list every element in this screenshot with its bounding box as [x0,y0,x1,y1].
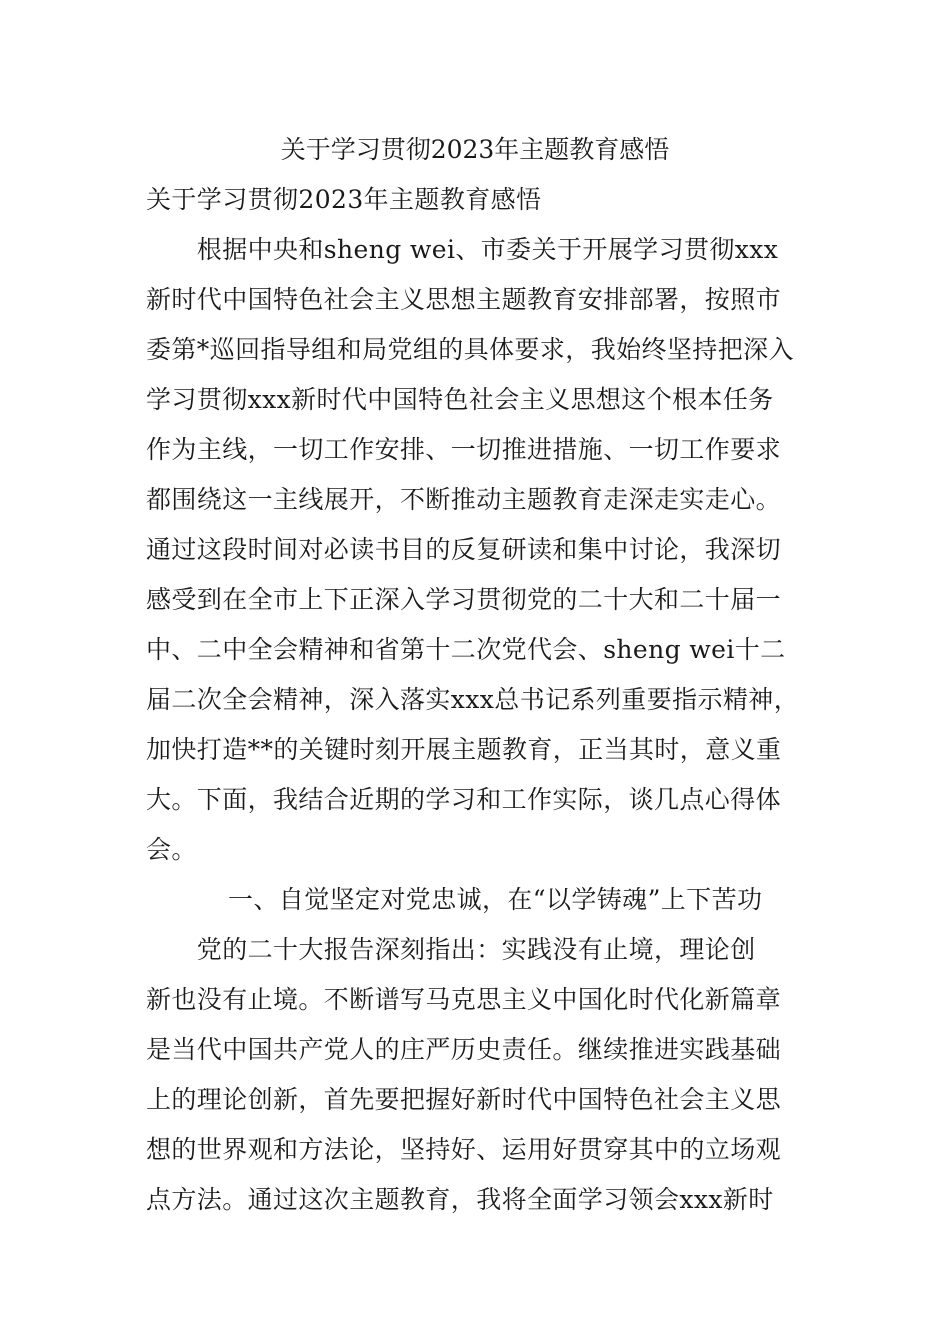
paragraph-line: 学习贯彻xxx新时代中国特色社会主义思想这个根本任务 [146,385,774,414]
paragraph-line: 都围绕这一主线展开，不断推动主题教育走深走实走心。 [146,485,782,514]
paragraph-line: 想的世界观和方法论，坚持好、运用好贯穿其中的立场观 [146,1135,782,1164]
section-heading: 一、自觉坚定对党忠诚，在“以学铸魂”上下苦功 [228,885,763,914]
paragraph-line: 委第*巡回指导组和局党组的具体要求，我始终坚持把深入 [146,335,794,364]
paragraph-line: 中、二中全会精神和省第十二次党代会、sheng wei十二 [146,635,786,664]
paragraph-line: 上的理论创新，首先要把握好新时代中国特色社会主义思 [146,1085,782,1114]
paragraph-line: 感受到在全市上下正深入学习贯彻党的二十大和二十届一 [146,585,782,614]
paragraph-line: 根据中央和sheng wei、市委关于开展学习贯彻xxx [146,235,779,264]
paragraph-line: 会。 [146,835,197,864]
paragraph-line: 党的二十大报告深刻指出：实践没有止境，理论创 [146,935,756,964]
paragraph-line: 点方法。通过这次主题教育，我将全面学习领会xxx新时 [146,1185,774,1214]
document-subtitle: 关于学习贯彻2023年主题教育感悟 [146,185,542,214]
paragraph-line: 作为主线，一切工作安排、一切推进措施、一切工作要求 [146,435,782,464]
paragraph-line: 届二次全会精神，深入落实xxx总书记系列重要指示精神， [146,685,800,714]
paragraph-line: 加快打造**的关键时刻开展主题教育，正当其时，意义重 [146,735,782,764]
paragraph-line: 是当代中国共产党人的庄严历史责任。继续推进实践基础 [146,1035,782,1064]
paragraph-line: 大。下面，我结合近期的学习和工作实际，谈几点心得体 [146,785,782,814]
paragraph-line: 新也没有止境。不断谱写马克思主义中国化时代化新篇章 [146,985,782,1014]
document-title: 关于学习贯彻2023年主题教育感悟 [280,135,670,164]
paragraph-line: 新时代中国特色社会主义思想主题教育安排部署，按照市 [146,285,782,314]
paragraph-line: 通过这段时间对必读书目的反复研读和集中讨论，我深切 [146,535,782,564]
